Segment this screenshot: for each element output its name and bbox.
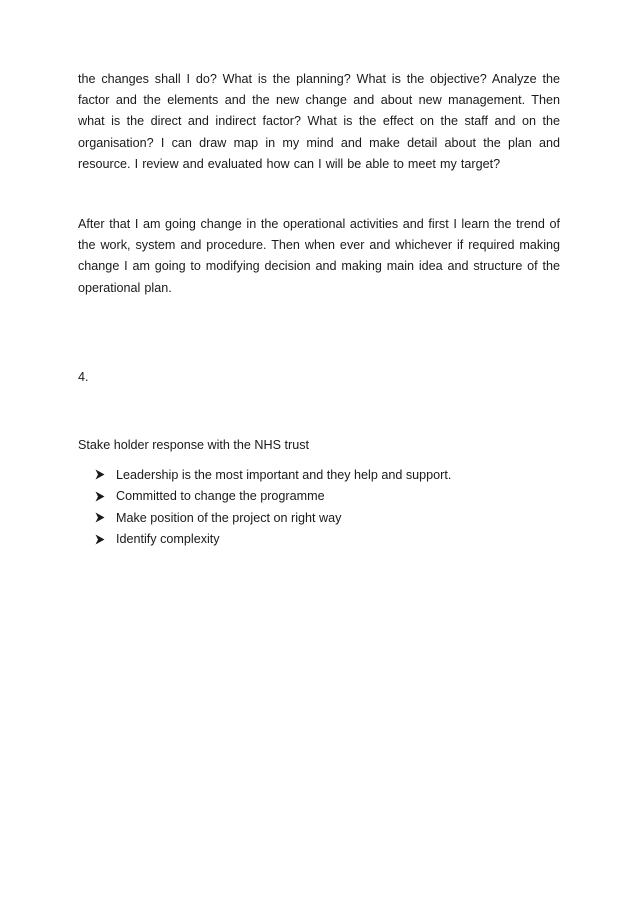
section-number: 4. xyxy=(78,370,89,384)
list-item xyxy=(95,529,451,551)
list-item-text: Committed to change the programme xyxy=(116,489,325,504)
list-item-text: Identify complexity xyxy=(116,532,220,547)
list-item xyxy=(95,486,451,508)
stakeholder-heading: Stake holder response with the NHS trust xyxy=(78,438,309,452)
arrowhead-bullet-icon xyxy=(95,469,116,481)
list-item xyxy=(95,464,451,486)
list-item-text: Make position of the project on right way xyxy=(116,510,342,525)
arrowhead-bullet-icon xyxy=(95,490,116,502)
arrowhead-bullet-icon xyxy=(95,533,116,545)
body-paragraph: After that I am going change in the operational activities and first I learn the trend of the work, system and procedure. Then when ever and whichever if required making change I am going to modifying decision and making main idea and structure of the operational plan. xyxy=(78,217,560,295)
arrowhead-bullet-icon xyxy=(95,512,116,524)
list-item-text: Leadership is the most important and they help and support. xyxy=(116,467,452,482)
body-paragraph: the changes shall I do? What is the planning? What is the objective? Analyze the factor and the elements and the new change and about new management. Then what is the direct and indirect factor? What is the effect on the staff and on the organisation? I can draw map in my mind and make detail about the plan and resource. I review and evaluated how can I will be able to meet my target? xyxy=(78,72,560,171)
stakeholder-bullet-list xyxy=(95,464,451,550)
list-item xyxy=(95,507,451,529)
